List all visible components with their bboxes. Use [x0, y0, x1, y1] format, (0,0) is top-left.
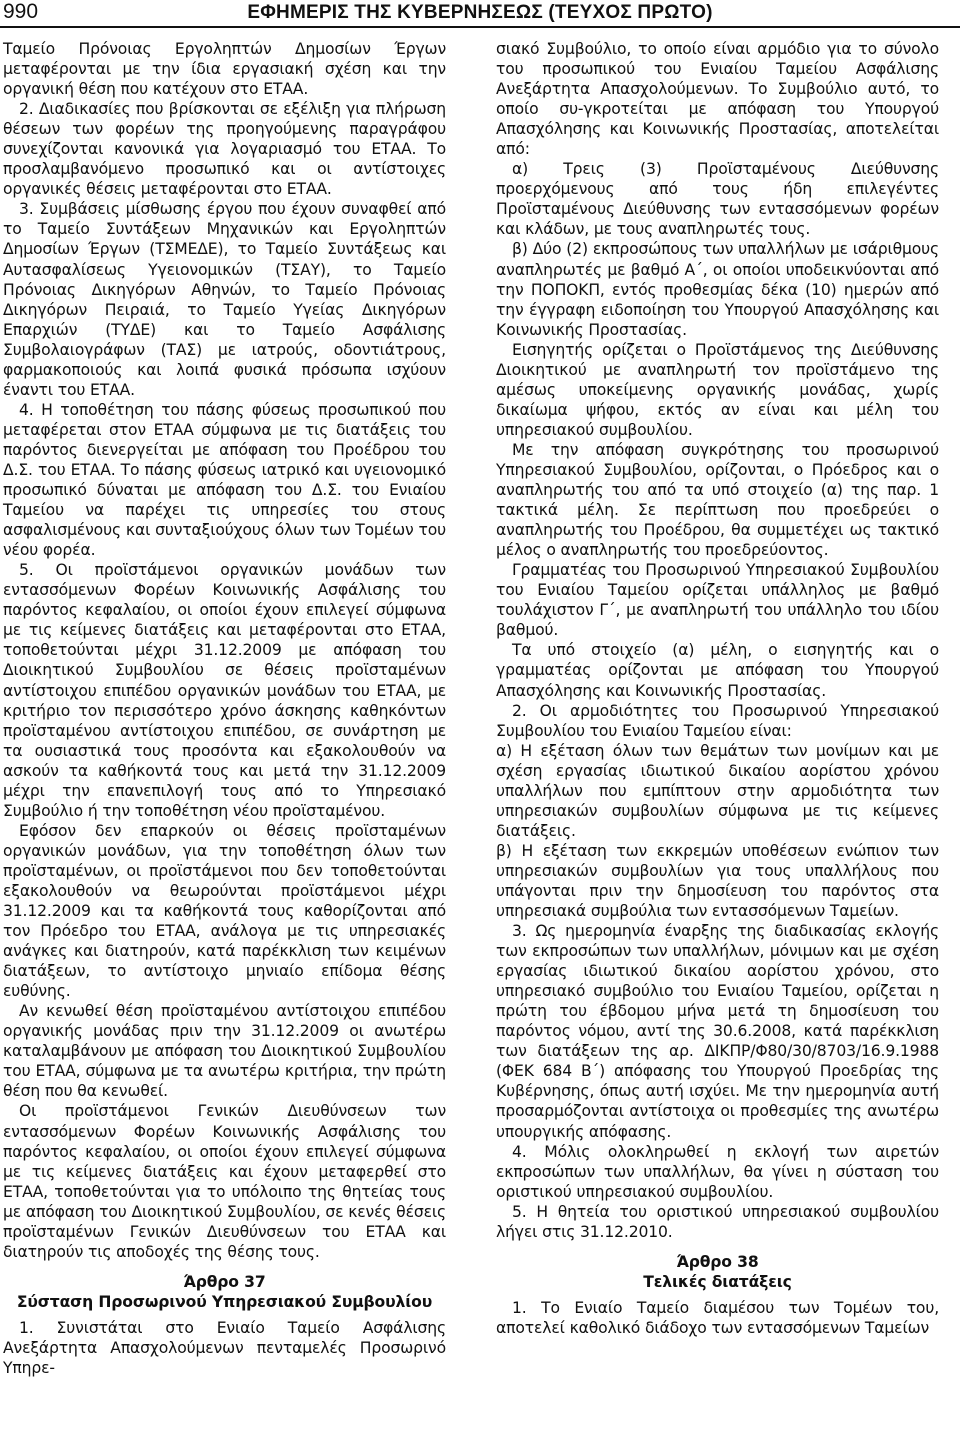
paragraph: Αν κενωθεί θέση προϊσταμένου αντίστοιχου επιπέδου οργανικής μονάδας πριν την 31.12.2009 οι ανωτέρω καταλαμβάνουν με απόφαση του Διοικητικού Συμβουλίου του ΕΤΑΑ, σύμφωνα με τα ανωτέρω κριτήρια, την πρώτη θέση που θα κενωθεί. — [3, 1002, 446, 1101]
paragraph: 3. Συμβάσεις μίσθωσης έργου που έχουν συναφθεί από το Ταμείο Συντάξεων Μηχανικών και Εργοληπτών Δημοσίων Έργων (ΤΣΜΕΔΕ), το Ταμείο Συντάξεως και Αυτασφαλίσεως Υγειονομικών (ΤΣΑΥ), το Ταμείο Πρόνοιας Δικηγόρων Αθηνών, το Ταμείο Πρόνοιας Δικηγόρων Πειραιά, το Ταμείο Υγείας Δικηγόρων Επαρχιών (ΤΥΔΕ) και το Ταμείο Ασφάλισης Συμβολαιογράφων (ΤΑΣ) με ιατρούς, οδοντιάτρους, φαρμακοποιούς και λοιπά φυσικά πρόσωπα ισχύουν έναντι του ΕΤΑΑ. — [3, 200, 446, 399]
paragraph: 2. Διαδικασίες που βρίσκονται σε εξέλιξη για πλήρωση θέσεων των φορέων της προηγούμενης παραγράφου συνεχίζονται κανονικά για λογαριασμό του ΕΤΑΑ. Το προσλαμβανόμενο προσωπικό και οι αντίστοιχες οργανικές θέσεις μεταφέρονται στο ΕΤΑΑ. — [3, 100, 446, 199]
paragraph: Εισηγητής ορίζεται ο Προϊστάμενος της Διεύθυνσης Διοικητικού με αναπληρωτή τον προϊστάμενο της αμέσως υποκείμενης οργανικής μονάδας, χωρίς δικαίωμα ψήφου, εκτός αν είναι και μέλη του υπηρεσιακού συμβουλίου. — [496, 340, 939, 439]
paragraph: σιακό Συμβούλιο, το οποίο είναι αρμόδιο για το σύνολο του προσωπικού του Ενιαίου Ταμείου Ασφάλισης Ανεξάρτητα Απασχολούμενων. Το Συμβούλιο αυτό, το οποίο συ-γκροτείται με απόφαση του Υπουργού Απασχόλησης και Κοινωνικής Προστασίας, αποτελείται από: — [496, 40, 939, 159]
paragraph: 2. Οι αρμοδιότητες του Προσωρινού Υπηρεσιακού Συμβουλίου του Ενιαίου Ταμείου είναι: — [496, 701, 939, 740]
left-column — [3, 39, 446, 1378]
paragraph: α) Τρεις (3) Προϊσταμένους Διεύθυνσης προερχόμενους από τους ήδη επιλεγέντες Προϊσταμένους Διεύθυνσης των εντασσόμενων φορέων και κλάδων, με τους αναπληρωτές τους. — [496, 160, 939, 239]
paragraph: 5. Η θητεία του οριστικού υπηρεσιακού συμβουλίου λήγει στις 31.12.2010. — [496, 1202, 939, 1241]
article-37-subtitle: Σύσταση Προσωρινού Υπηρεσιακού Συμβουλίου — [16, 1292, 433, 1311]
paragraph: 1. Το Ενιαίο Ταμείο διαμέσου των Τομέων του, αποτελεί καθολικό διάδοχο των εντασσόμενων Ταμείων — [496, 1298, 939, 1337]
paragraph: Γραμματέας του Προσωρινού Υπηρεσιακού Συμβουλίου του Ενιαίου Ταμείου ορίζεται υπάλληλος με βαθμό τουλάχιστον Γ΄, με αναπληρωτή του υπάλληλο του ιδίου βαθμού. — [496, 561, 939, 640]
paragraph: β) Η εξέταση των εκκρεμών υποθέσεων ενώπιον των υπηρεσιακών συμβουλίων για τους υπαλλήλους που υπάγονται πριν την δημοσίευση του παρόντος στα υπηρεσιακά συμβούλια των εντασσόμενων Ταμείων. — [496, 841, 939, 921]
page-header — [0, 0, 960, 28]
running-title: ΕΦΗΜΕΡΙΣ ΤΗΣ ΚΥΒΕΡΝΗΣΕΩΣ (ΤΕΥΧΟΣ ΠΡΩΤΟ) — [247, 2, 713, 23]
paragraph: α) Η εξέταση όλων των θεμάτων των μονίμων και με σχέση εργασίας ιδιωτικού δικαίου αορίστου χρόνου υπαλλήλων που εμπίπτουν στην αρμοδιότητα των υπηρεσιακών συμβουλίων σύμφωνα με τις κείμενες διατάξεις. — [496, 741, 939, 840]
paragraph: Τα υπό στοιχείο (α) μέλη, ο εισηγητής και ο γραμματέας ορίζονται με απόφαση του Υπουργού Απασχόλησης και Κοινωνικής Προστασίας. — [496, 641, 939, 700]
article-38-title: Άρθρο 38 — [676, 1252, 759, 1271]
paragraph: 5. Οι προϊστάμενοι οργανικών μονάδων των εντασσόμενων Φορέων Κοινωνικής Ασφάλισης του παρόντος κεφαλαίου, οι οποίοι έχουν επιλεγεί σύμφωνα με τις κείμενες διατάξεις και μεταφέρονται στο ΕΤΑΑ, τοποθετούνται μέχρι 31.12.2009 με απόφαση του Διοικητικού Συμβουλίου σε θέσεις προϊσταμένων αντίστοιχου επιπέδου οργανικών μονάδων του ΕΤΑΑ, με κριτήριο τον περισσότερο χρόνο άσκησης καθηκόντων προϊσταμένου αντίστοιχου επιπέδου, σε συνάρτηση με τα ουσιαστικά τους προσόντα και εξακολουθούν να ασκούν τα καθήκοντά τους και μετά την 31.12.2009 μέχρι την επανεπιλογή τους από το Υπηρεσιακό Συμβούλιο ή την τοποθέτηση νέου προϊσταμένου. — [3, 561, 446, 820]
paragraph: β) Δύο (2) εκπροσώπους των υπαλλήλων με ισάριθμους αναπληρωτές με βαθμό Α΄, οι οποίοι υποδεικνύονται από την ΠΟΠΟΚΠ, εντός προθεσμίας δέκα (10) ημερών από την έγγραφη ειδοποίηση του Υπουργού Απασχόλησης και Κοινωνικής Προστασίας. — [496, 240, 939, 339]
paragraph: Εφόσον δεν επαρκούν οι θέσεις προϊσταμένων οργανικών μονάδων, για την τοποθέτηση όλων των προϊσταμένων, οι προϊστάμενοι που δεν τοποθετούνται εξακολουθούν να θεωρούνται προϊστάμενοι μέχρι 31.12.2009 και τα καθήκοντά τους καθορίζονται από τον Πρόεδρο του ΕΤΑΑ, ανάλογα με τις υπηρεσιακές ανάγκες και διατηρούν, κατά παρέκκλιση των κειμένων διατάξεων, το αντίστοιχο μηνιαίο επίδομα θέσης ευθύνης. — [3, 821, 446, 1001]
paragraph: 4. Η τοποθέτηση του πάσης φύσεως προσωπικού που μεταφέρεται στον ΕΤΑΑ σύμφωνα με τις διατάξεις του παρόντος διενεργείται με απόφαση του Προέδρου του Δ.Σ. του ΕΤΑΑ. Το πάσης φύσεως ιατρικό και υγειονομικό προσωπικό δύναται με απόφαση του Δ.Σ. του Ενιαίου Ταμείου να παρέχει τις υπηρεσίες του στους ασφαλισμένους και συνταξιούχους όλων των Τομέων του νέου φορέα. — [3, 400, 446, 560]
paragraph: 3. Ως ημερομηνία έναρξης της διαδικασίας εκλογής των εκπροσώπων των υπαλλήλων, μόνιμων και με σχέση εργασίας ιδιωτικού δικαίου αορίστου χρόνου, στο υπηρεσιακό συμβούλιο του Ενιαίου Ταμείου, ορίζεται η πρώτη του έβδομου μήνα μετά τη δημοσίευση του παρόντος νόμου, αντί της 30.6.2008, κατά παρέκκλιση των διατάξεων της αρ. ΔΙΚΠΡ/Φ80/30/8703/16.9.1988 (ΦΕΚ 684 Β΄) απόφασης του Υπουργού Προεδρίας της Κυβέρνησης, όπως αυτή ισχύει. Με την ημερομηνία αυτή προσαρμόζονται αντίστοιχα οι προθεσμίες της ανωτέρω υπουργικής απόφασης. — [496, 922, 939, 1141]
right-column — [496, 39, 939, 1338]
paragraph: Ταμείο Πρόνοιας Εργοληπτών Δημοσίων Έργων μεταφέρονται με την ίδια εργασιακή σχέση και την οργανική θέση που κατέχουν στο ΕΤΑΑ. — [3, 40, 446, 99]
paragraph: 4. Μόλις ολοκληρωθεί η εκλογή των αιρετών εκπροσώπων των υπαλλήλων, θα γίνει η σύσταση του οριστικού υπηρεσιακού συμβουλίου. — [496, 1142, 939, 1201]
article-37-title: Άρθρο 37 — [183, 1272, 266, 1291]
page-number: 990 — [3, 0, 39, 23]
paragraph: Οι προϊστάμενοι Γενικών Διευθύνσεων των εντασσόμενων Φορέων Κοινωνικής Ασφάλισης του παρόντος κεφαλαίου, οι οποίοι έχουν επιλεγεί σύμφωνα με τις κείμενες διατάξεις και έχουν μεταφερθεί στο ΕΤΑΑ, τοποθετούνται για το υπόλοιπο της θητείας τους με απόφαση του Διοικητικού Συμβουλίου, σε κενές θέσεις προϊσταμένων Γενικών Διευθύνσεων του ΕΤΑΑ και διατηρούν τις αποδοχές της θέσης τους. — [3, 1102, 446, 1261]
paragraph: Με την απόφαση συγκρότησης του προσωρινού Υπηρεσιακού Συμβουλίου, ορίζονται, ο Πρόεδρος και ο αναπληρωτής του από τα υπό στοιχείο (α) της παρ. 1 τακτικά μέλη. Σε περίπτωση που προεδρεύει ο αναπληρωτής του Προέδρου, θα συμμετέχει ως τακτικό μέλος ο αναπληρωτής του προεδρεύοντος. — [496, 440, 939, 560]
paragraph: 1. Συνιστάται στο Ενιαίο Ταμείο Ασφάλισης Ανεξάρτητα Απασχολούμενων πενταμελές Προσωρινό Υπηρε- — [3, 1318, 446, 1377]
article-38-subtitle: Τελικές διατάξεις — [643, 1272, 792, 1291]
